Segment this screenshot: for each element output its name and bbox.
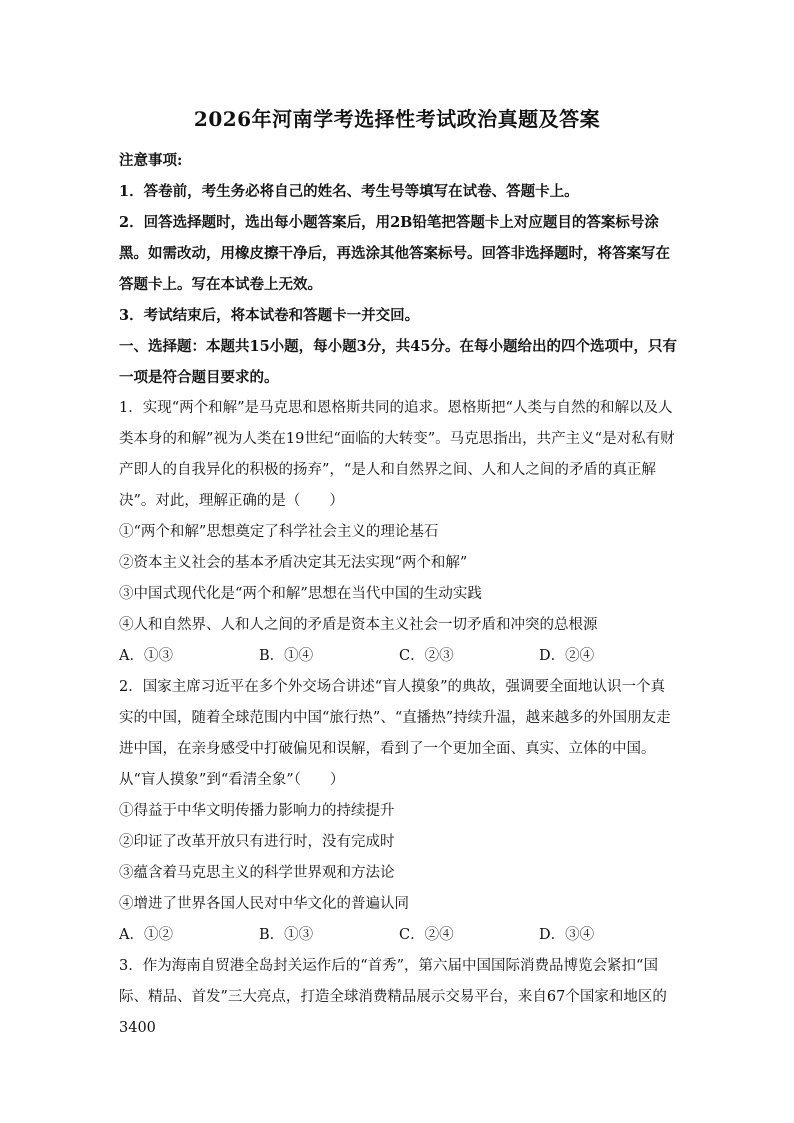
- question-1-statement-1: ①“两个和解”思想奠定了科学社会主义的理论基石: [119, 524, 439, 540]
- notice-item-2: 2．回答选择题时，选出每小题答案后，用2B铅笔把答题卡上对应题目的答案标号涂黑。如需改动，用橡皮擦干净后，再选涂其他答案标号。回答非选择题时，将答案写在答题卡上。写在本试卷上无效。: [119, 214, 670, 293]
- question-1-option-d: D．②④: [539, 648, 595, 664]
- question-1-stem: 1．实现“两个和解”是马克思和恩格斯共同的追求。恩格斯把“人类与自然的和解以及人类本身的和解”视为人类在19世纪“面临的大转变”。马克思指出，共产主义“是对私有财产即人的自我异化的积极的扬弃”，“是人和自然界之间、人和人之间的矛盾的真正解决”。对此，理解正确的是（ ）: [119, 400, 675, 509]
- question-1-option-c: C．②③: [399, 648, 454, 664]
- question-2-statement-2: ②印证了改革开放只有进行时，没有完成时: [119, 834, 395, 850]
- question-2-option-a: A．①②: [119, 927, 173, 943]
- question-1-option-b: B．①④: [259, 648, 314, 664]
- notice-heading: 注意事项:: [119, 152, 183, 169]
- question-1-options: [119, 641, 679, 672]
- question-2-option-b: B．①③: [259, 927, 314, 943]
- section-heading: 一、选择题：本题共15小题，每小题3分，共45分。在每小题给出的四个选项中，只有一项是符合题目要求的。: [119, 338, 677, 386]
- question-1-statement-4: ④人和自然界、人和人之间的矛盾是资本主义社会一切矛盾和冲突的总根源: [119, 617, 598, 633]
- question-1-statement-3: ③中国式现代化是“两个和解”思想在当代中国的生动实践: [119, 586, 482, 602]
- question-3-stem: 3．作为海南自贸港全岛封关运作后的“首秀”，第六届中国国际消费品博览会紧扣“国际、精品、首发”三大亮点，打造全球消费精品展示交易平台，来自67个国家和地区的3400: [119, 958, 667, 1036]
- question-2-option-d: D．③④: [539, 927, 595, 943]
- question-2-statement-4: ④增进了世界各国人民对中华文化的普遍认同: [119, 896, 409, 912]
- question-2-option-c: C．②④: [399, 927, 454, 943]
- notice-item-1: 1．答卷前，考生务必将自己的姓名、考生号等填写在试卷、答题卡上。: [119, 183, 579, 200]
- page-title: 2026年河南学考选择性考试政治真题及答案: [193, 107, 601, 131]
- question-1-option-a: A．①③: [119, 648, 173, 664]
- question-2-statement-1: ①得益于中华文明传播力影响力的持续提升: [119, 803, 395, 819]
- question-2-options: [119, 920, 679, 951]
- question-2-stem: 2．国家主席习近平在多个外交场合讲述“盲人摸象”的典故，强调要全面地认识一个真实的中国，随着全球范围内中国“旅行热”、“直播热”持续升温，越来越多的外国朋友走进中国，在亲身感受中打破偏见和误解，看到了一个更加全面、真实、立体的中国。从“盲人摸象”到“看清全象”（ ）: [119, 679, 671, 788]
- document-body: [119, 145, 679, 1044]
- question-1-statement-2: ②资本主义社会的基本矛盾决定其无法实现“两个和解”: [119, 555, 468, 571]
- question-2-statement-3: ③蕴含着马克思主义的科学世界观和方法论: [119, 865, 395, 881]
- notice-item-3: 3．考试结束后，将本试卷和答题卡一并交回。: [119, 307, 420, 324]
